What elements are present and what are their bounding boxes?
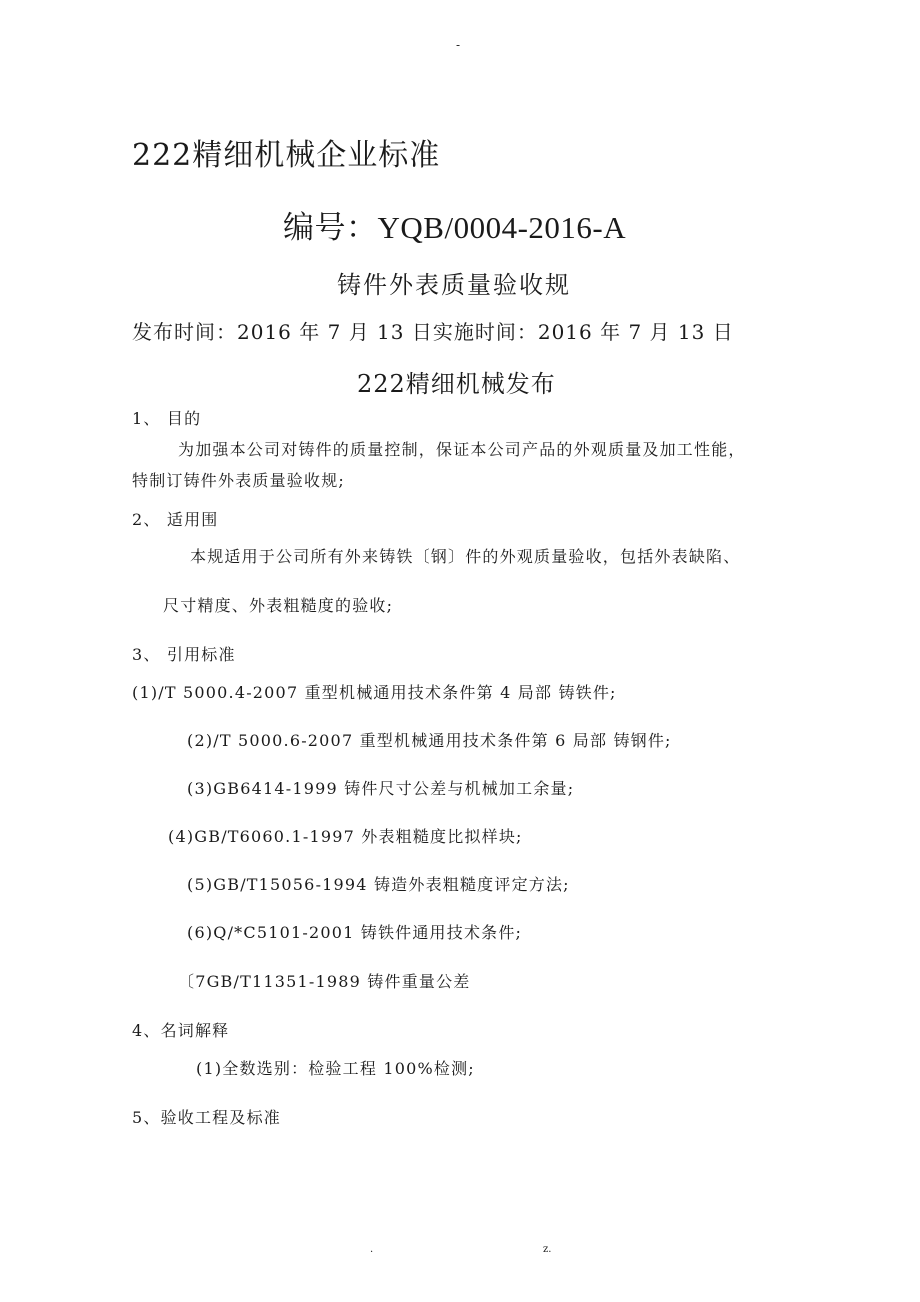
reference-item: (6)Q/*C5101-2001 铸铁件通用技术条件; <box>187 923 523 942</box>
section-5-heading: 5、验收工程及标准 <box>132 1108 281 1127</box>
section-4-heading: 4、名词解释 <box>132 1021 230 1040</box>
section-2-paragraph-line-1: 本规适用于公司所有外来铸铁〔钢〕件的外观质量验收，包括外表缺陷、 <box>190 547 741 566</box>
reference-item: 〔7GB/T11351-1989 铸件重量公差 <box>178 972 471 991</box>
release-dates: 发布时间：2016 年 7 月 13 日实施时间：2016 年 7 月 13 日 <box>132 320 734 344</box>
reference-item: (4)GB/T6060.1-1997 外表粗糙度比拟样块; <box>168 827 523 846</box>
document-number: 编号：YQB/0004-2016-A <box>283 210 627 245</box>
footer-left-mark: . <box>370 1244 374 1255</box>
footer-right-mark: z. <box>543 1244 552 1255</box>
reference-item: (5)GB/T15056-1994 铸造外表粗糙度评定方法; <box>187 875 570 894</box>
section-1-paragraph-line-2: 特制订铸件外表质量验收规; <box>132 471 345 490</box>
section-1-heading: 1、 目的 <box>132 409 202 428</box>
section-2-heading: 2、 适用围 <box>132 510 219 529</box>
term-definition-item: (1)全数选别：检验工程 100%检测; <box>196 1059 475 1078</box>
company-standard-title: 222精细机械企业标准 <box>132 138 441 173</box>
document-title: 铸件外表质量验收规 <box>337 271 571 299</box>
reference-item: (1)/T 5000.4-2007 重型机械通用技术条件第 4 局部 铸铁件; <box>132 683 617 702</box>
reference-item: (3)GB6414-1999 铸件尺寸公差与机械加工余量; <box>187 779 575 798</box>
section-1-paragraph-line-1: 为加强本公司对铸件的质量控制，保证本公司产品的外观质量及加工性能， <box>178 440 746 459</box>
publisher: 222精细机械发布 <box>357 370 556 398</box>
reference-item: (2)/T 5000.6-2007 重型机械通用技术条件第 6 局部 铸钢件; <box>187 731 672 750</box>
header-mark: - <box>456 38 461 52</box>
section-3-heading: 3、 引用标准 <box>132 645 236 664</box>
section-2-paragraph-line-2: 尺寸精度、外表粗糙度的验收; <box>163 596 394 615</box>
